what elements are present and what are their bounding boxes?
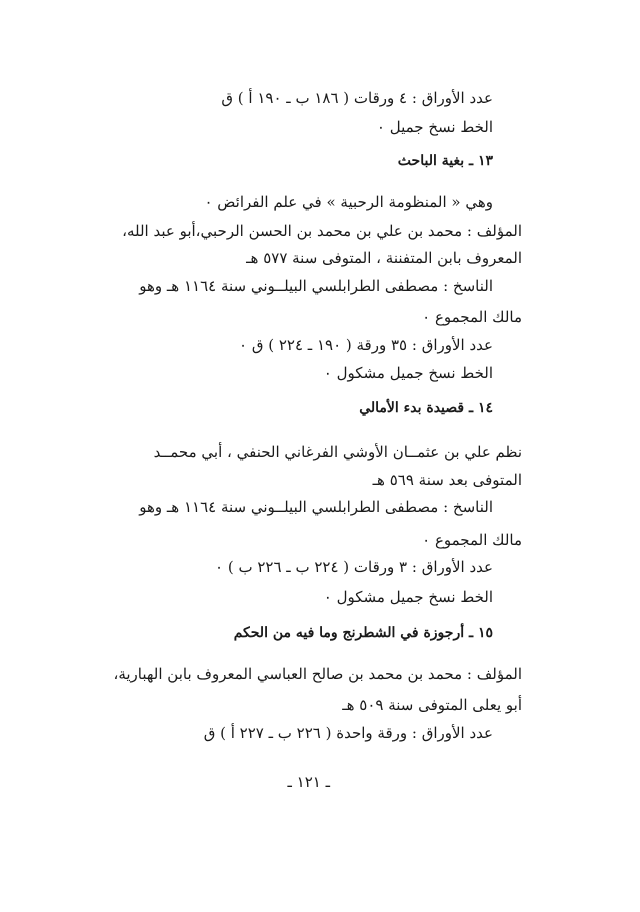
entry-15-author: المؤلف : محمد بن محمد بن صالح العباسي المعروف بابن الهبارية، xyxy=(113,665,522,683)
entry-13-title: ١٣ ـ بغية الباحث xyxy=(397,153,493,169)
entry-14-copyist: الناسخ : مصطفى الطرابلسي البيلــوني سنة ١١٦٤ هـ وهو xyxy=(139,498,493,516)
entry-15-title: ١٥ ـ أرجوزة في الشطرنج وما فيه من الحكم xyxy=(233,625,493,641)
entry-13-copyist-cont: مالك المجموع ٠ xyxy=(422,308,522,326)
entry-14-copyist-cont: مالك المجموع ٠ xyxy=(422,531,522,549)
entry-14-author: نظم علي بن عثمــان الأوشي الفرغاني الحنفي ، أبي محمــد xyxy=(153,443,522,461)
entry-14-script: الخط نسخ جميل مشكول ٠ xyxy=(323,588,493,606)
entry-15-folios: عدد الأوراق : ورقة واحدة ( ٢٢٦ ب ـ ٢٢٧ أ ) ق xyxy=(203,724,493,742)
entry-12-folios: عدد الأوراق : ٤ ورقات ( ١٨٦ ب ـ ١٩٠ أ ) ق xyxy=(221,89,493,107)
entry-15-author-cont: أبو يعلى المتوفى سنة ٥٠٩ هـ xyxy=(342,696,522,714)
page-number: ـ ١٢١ ـ xyxy=(287,773,330,791)
entry-13-copyist: الناسخ : مصطفى الطرابلسي البيلــوني سنة ١١٦٤ هـ وهو xyxy=(139,277,493,295)
entry-14-author-cont: المتوفى بعد سنة ٥٦٩ هـ xyxy=(372,471,522,489)
entry-13-folios: عدد الأوراق : ٣٥ ورقة ( ١٩٠ ـ ٢٢٤ ) ق ٠ xyxy=(238,336,493,354)
entry-12-script: الخط نسخ جميل ٠ xyxy=(376,118,493,136)
entry-13-author: المؤلف : محمد بن علي بن محمد بن الحسن الرحبي،أبو عبد الله، xyxy=(122,222,522,240)
entry-14-title: ١٤ ـ قصيدة بدء الأمالي xyxy=(359,400,493,416)
entry-13-author-cont: المعروف بابن المتفننة ، المتوفى سنة ٥٧٧ هـ xyxy=(246,249,522,267)
entry-13-script: الخط نسخ جميل مشكول ٠ xyxy=(323,364,493,382)
entry-14-folios: عدد الأوراق : ٣ ورقات ( ٢٢٤ ب ـ ٢٢٦ ب ) ٠ xyxy=(215,558,493,576)
entry-13-description: وهي « المنظومة الرحبية » في علم الفرائض ٠ xyxy=(204,193,493,211)
